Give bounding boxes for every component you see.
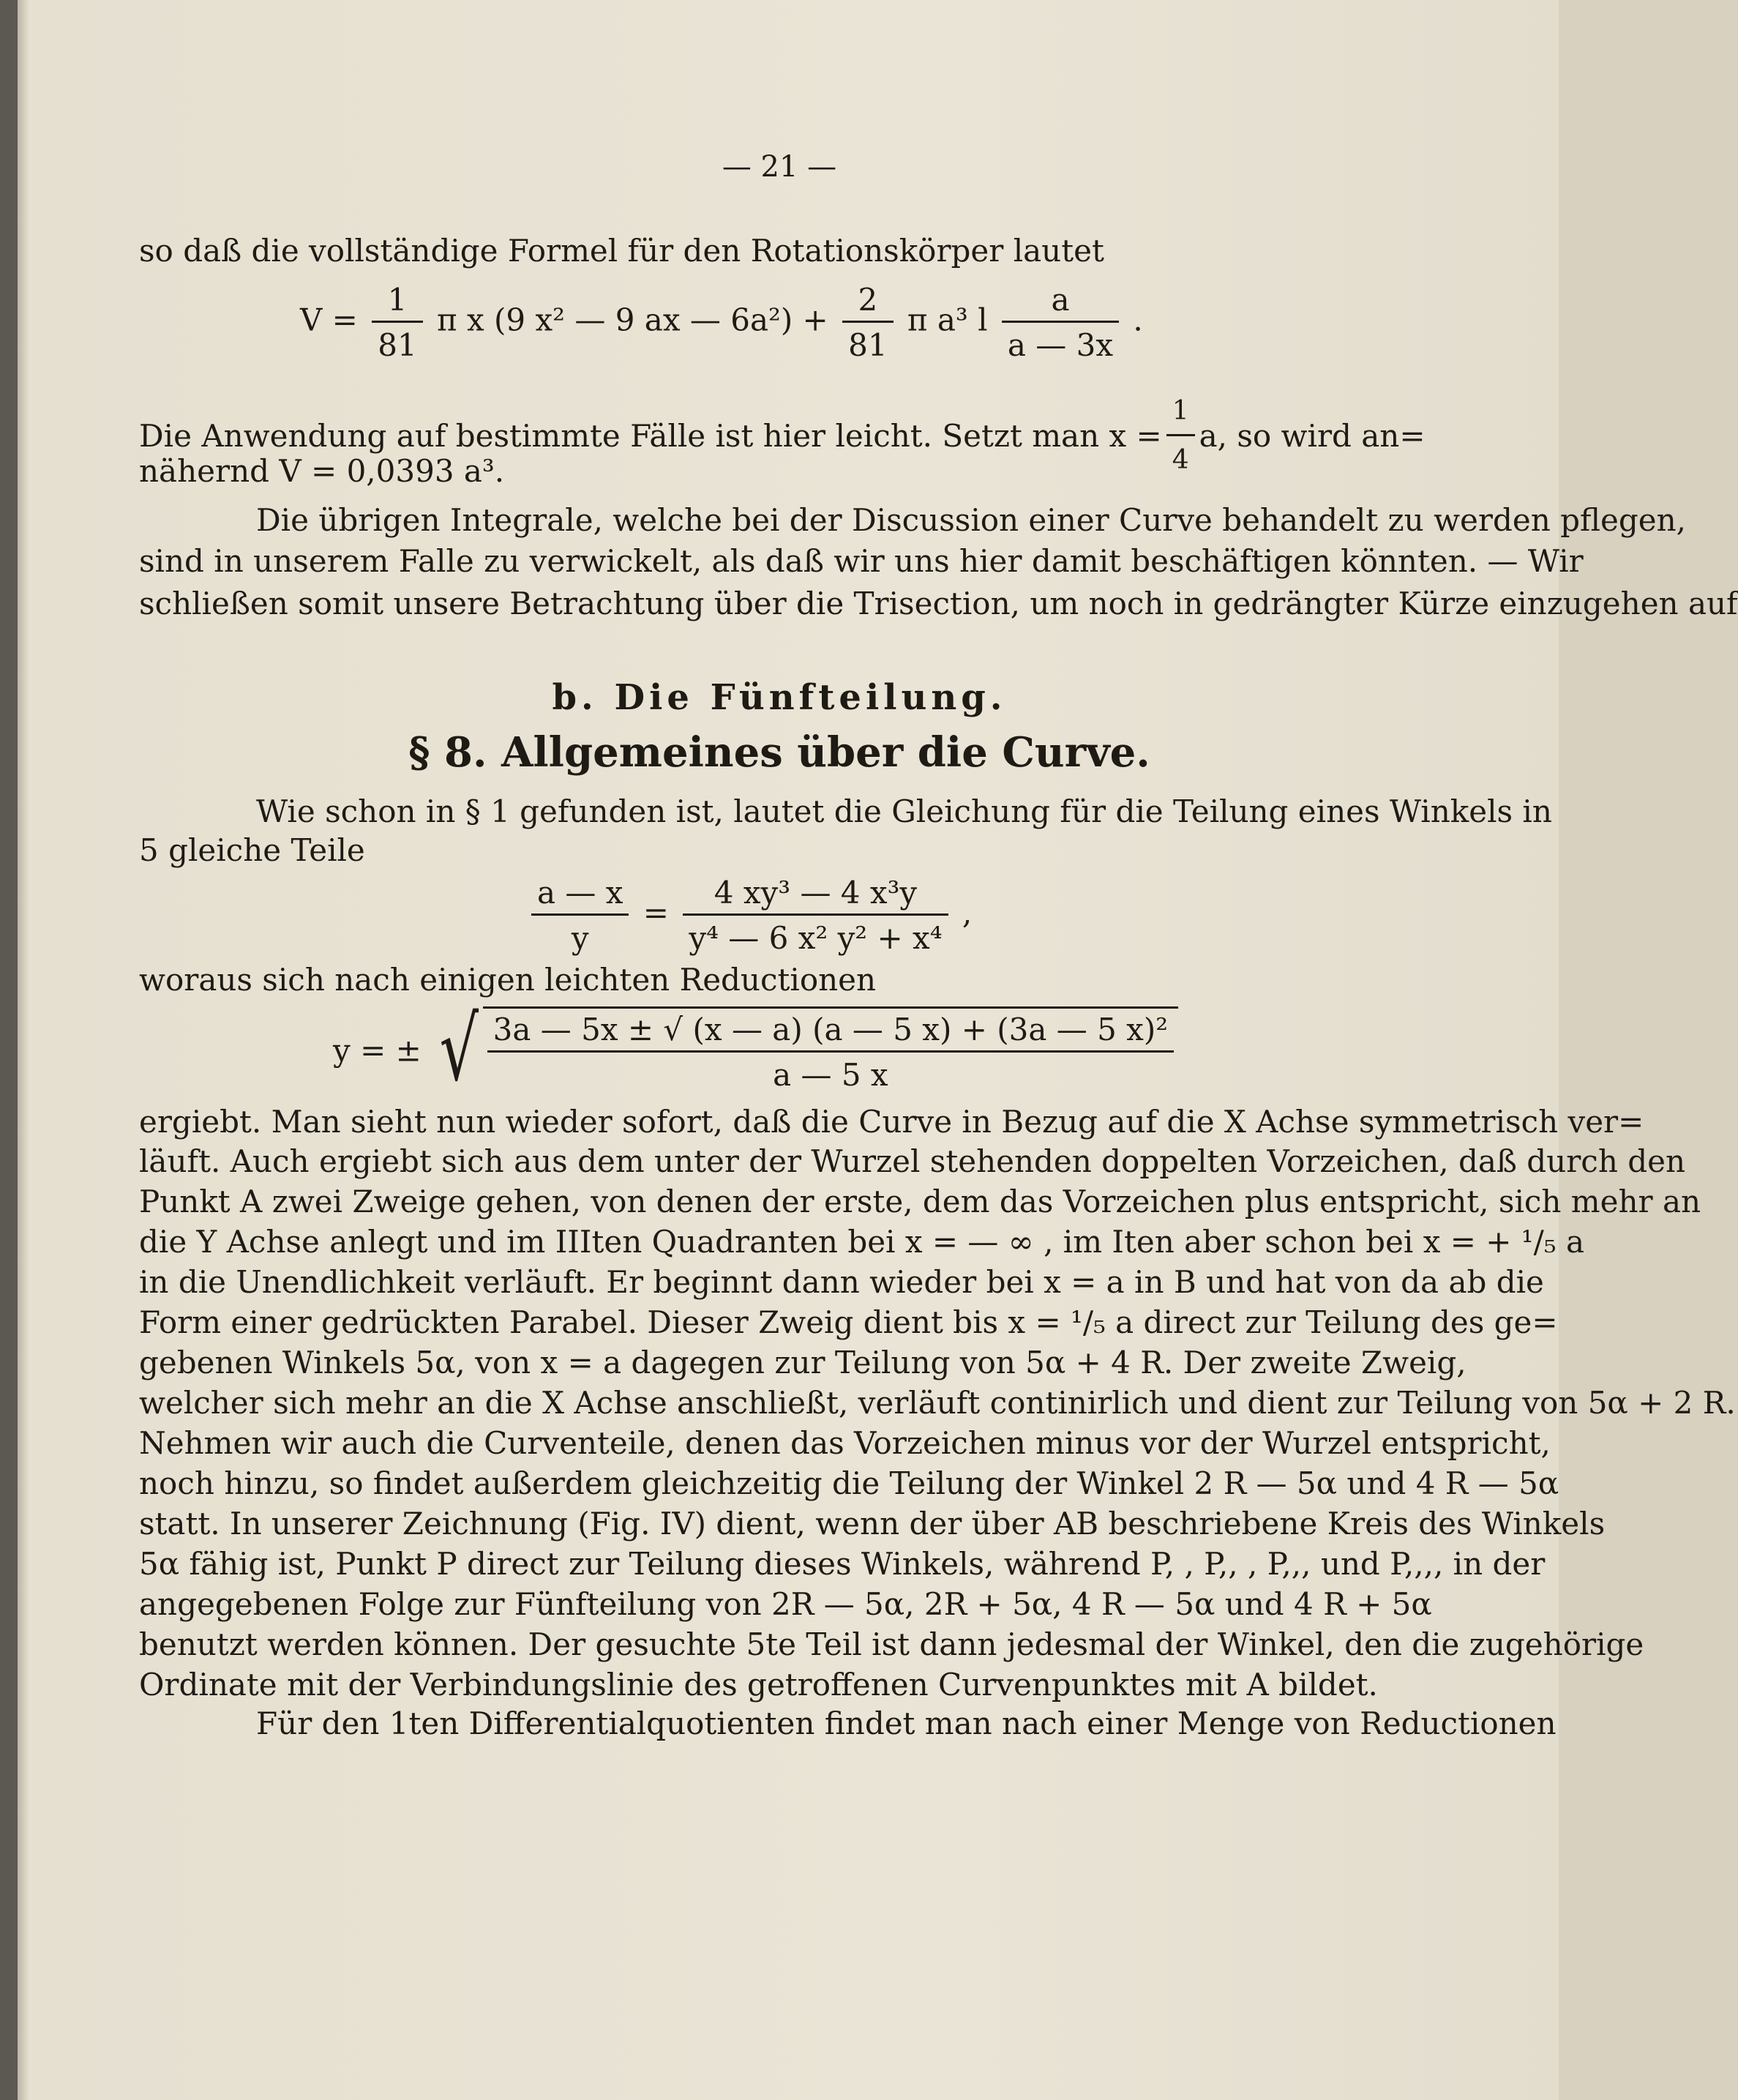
formula-end: . xyxy=(1133,302,1143,338)
page-number: — 21 — xyxy=(722,150,837,184)
fraction-denominator: a — 3x xyxy=(1007,327,1114,363)
formula-lhs: y = ± xyxy=(333,1032,422,1069)
fraction-numerator: 1 xyxy=(372,282,422,323)
formula-end: , xyxy=(962,894,973,931)
fraction xyxy=(683,875,948,956)
text-line: sind in unserem Falle zu verwickelt, als daß wir uns hier damit beschäftigen könnten. — Wir xyxy=(139,543,1584,579)
text-line: läuft. Auch ergiebt sich aus dem unter der Wurzel stehenden doppelten Vorzeichen, daß durch den xyxy=(139,1143,1686,1179)
fraction xyxy=(531,875,629,956)
formula-term: π x (9 x² — 9 ax — 6a²) + xyxy=(437,302,828,338)
formula-equation xyxy=(527,875,972,956)
radicand xyxy=(483,1006,1178,1094)
text-line: Punkt A zwei Zweige gehen, von denen der erste, dem das Vorzeichen plus entspricht, sich mehr an xyxy=(139,1184,1701,1219)
fraction-denominator: 81 xyxy=(378,327,417,363)
text-line: schließen somit unsere Betrachtung über die Trisection, um noch in gedrängter Kürze einzugehen auf xyxy=(139,586,1738,621)
fraction xyxy=(372,282,422,363)
text-line: Nehmen wir auch die Curventeile, denen das Vorzeichen minus vor der Wurzel entspricht, xyxy=(139,1425,1551,1461)
fraction-numerator: a — x xyxy=(531,875,629,916)
text-line: Die übrigen Integrale, welche bei der Discussion einer Curve behandelt zu werden pflegen, xyxy=(256,502,1686,538)
text-line: Für den 1ten Differentialquotienten findet man nach einer Menge von Reductionen xyxy=(256,1705,1557,1741)
text-line: gebenen Winkels 5α, von x = a dagegen zur Teilung von 5α + 4 R. Der zweite Zweig, xyxy=(139,1345,1467,1380)
fraction-denominator: a — 5 x xyxy=(773,1057,888,1093)
formula-volume xyxy=(300,282,1143,363)
fraction-denominator: y xyxy=(571,920,589,956)
square-root xyxy=(431,999,1178,1101)
text-line: Form einer gedrückten Parabel. Dieser Zweig dient bis x = ¹/₅ a direct zur Teilung des ge= xyxy=(139,1304,1558,1340)
subheading: b. Die Fünfteilung. xyxy=(552,677,1007,718)
formula-term: π a³ l xyxy=(907,302,988,338)
text-line: welcher sich mehr an die X Achse anschließt, verläuft continirlich und dient zur Teilung von 5α + 2 R. xyxy=(139,1385,1736,1421)
text-line: 5α fähig ist, Punkt P direct zur Teilung dieses Winkels, während P, , P,, , P,,, und P,,,, in der xyxy=(139,1546,1546,1582)
fraction xyxy=(1002,282,1119,363)
text-line: woraus sich nach einigen leichten Reductionen xyxy=(139,962,877,998)
formula-lhs: V = xyxy=(300,302,358,338)
fraction-numerator: 1 xyxy=(1166,392,1195,436)
text-line: so daß die vollständige Formel für den Rotationskörper lautet xyxy=(139,233,1104,269)
text-line: nähernd V = 0,0393 a³. xyxy=(139,453,505,489)
fraction-denominator: 4 xyxy=(1172,445,1189,475)
text-line: Wie schon in § 1 gefunden ist, lautet die Gleichung für die Teilung eines Winkels in xyxy=(256,793,1552,829)
text-segment: Die Anwendung auf bestimmte Fälle ist hier leicht. Setzt man x = xyxy=(139,417,1162,454)
fraction xyxy=(842,282,893,363)
fraction-numerator: 4 xy³ — 4 x³y xyxy=(683,875,948,916)
fraction-denominator: 81 xyxy=(848,327,888,363)
text-line: 5 gleiche Teile xyxy=(139,832,365,868)
section-heading: § 8. Allgemeines über die Curve. xyxy=(408,728,1150,777)
fraction-numerator: 2 xyxy=(842,282,893,323)
text-line: in die Unendlichkeit verläuft. Er beginnt dann wieder bei x = a in B und hat von da ab die xyxy=(139,1264,1544,1300)
text-line: statt. In unserer Zeichnung (Fig. IV) dient, wenn der über AB beschriebene Kreis des Winkels xyxy=(139,1506,1606,1542)
fraction-denominator: y⁴ — 6 x² y² + x⁴ xyxy=(689,920,943,956)
text-line: ergiebt. Man sieht nun wieder sofort, daß die Curve in Bezug auf die X Achse symmetrisch ver= xyxy=(139,1104,1644,1140)
text-line: benutzt werden können. Der gesuchte 5te Teil ist dann jedesmal der Winkel, den die zugehörige xyxy=(139,1626,1644,1662)
text-line: Ordinate mit der Verbindungslinie des getroffenen Curvenpunktes mit A bildet. xyxy=(139,1667,1378,1703)
text-line: noch hinzu, so findet außerdem gleichzeitig die Teilung der Winkel 2 R — 5α und 4 R — 5α xyxy=(139,1465,1559,1501)
book-spine-edge xyxy=(0,0,18,2100)
formula-equals: = xyxy=(643,894,669,931)
fraction xyxy=(487,1012,1174,1093)
fraction-numerator: 3a — 5x ± √ (x — a) (a — 5 x) + (3a — 5 x)² xyxy=(487,1012,1174,1053)
formula-y xyxy=(333,999,1178,1101)
text-line: angegebenen Folge zur Fünfteilung von 2R — 5α, 2R + 5α, 4 R — 5α und 4 R + 5α xyxy=(139,1586,1432,1622)
text-segment: a, so wird an= xyxy=(1199,417,1426,454)
radical-sign: √ xyxy=(439,999,479,1101)
text-line: die Y Achse anlegt und im IIIten Quadranten bei x = — ∞ , im Iten aber schon bei x = + ¹/₅ a xyxy=(139,1224,1585,1260)
fraction-numerator: a xyxy=(1002,282,1119,323)
